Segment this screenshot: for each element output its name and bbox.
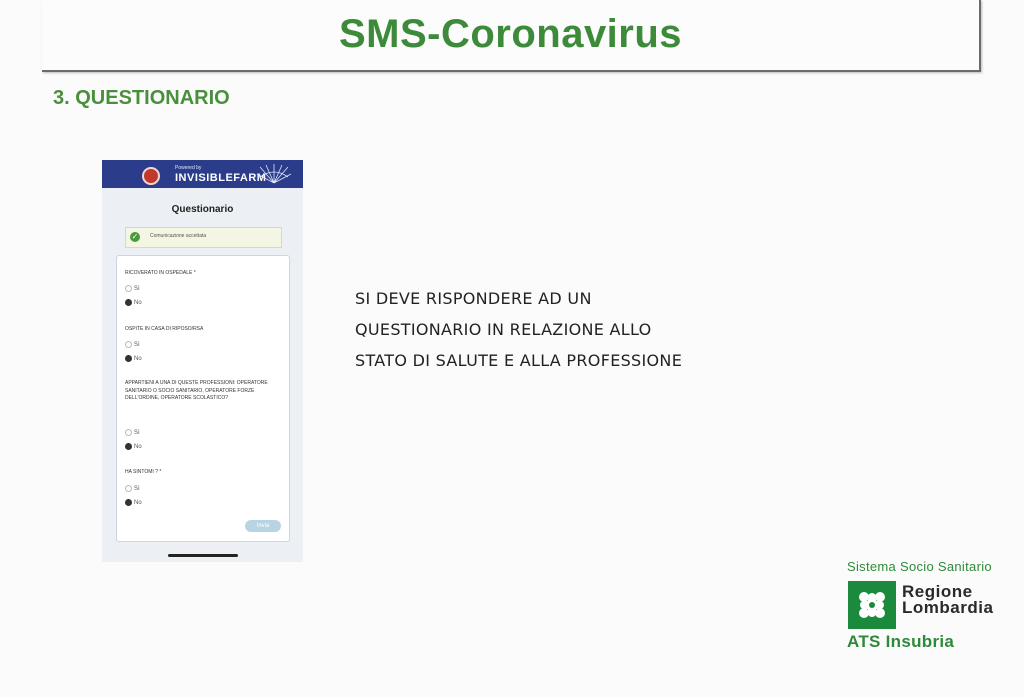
brand-artwork-icon [256, 163, 292, 185]
option-label: Sì [134, 486, 140, 493]
option-label: No [134, 356, 142, 363]
question-4-no[interactable] [125, 499, 142, 506]
slide-title: SMS-Coronavirus [338, 12, 683, 56]
radio-icon [125, 285, 132, 292]
slide-body [355, 283, 775, 376]
lombardia-rose-icon [848, 581, 896, 629]
check-icon: ✓ [131, 232, 139, 241]
radio-icon [125, 429, 132, 436]
question-2-label: OSPITE IN CASA DI RIPOSO/RSA [125, 326, 204, 332]
question-4-yes[interactable] [125, 485, 140, 492]
home-indicator [168, 554, 238, 557]
question-1-no[interactable] [125, 299, 142, 306]
submit-button[interactable]: Invia [245, 520, 281, 532]
option-label: Sì [134, 430, 140, 437]
radio-selected-icon [125, 355, 132, 362]
radio-selected-icon [125, 443, 132, 450]
radio-selected-icon [125, 299, 132, 306]
app-header [102, 160, 303, 188]
success-alert [125, 227, 282, 248]
brand-name: INVISIBLEFARM [175, 172, 267, 184]
option-label: Sì [134, 286, 140, 293]
brand-powered-by: Powered by [175, 165, 202, 171]
option-label: No [134, 444, 142, 451]
radio-icon [125, 341, 132, 348]
question-2-yes[interactable] [125, 341, 140, 348]
body-line: QUESTIONARIO IN RELAZIONE ALLO [355, 320, 652, 339]
question-3-label: APPARTIENI A UNA DI QUESTE PROFESSIONI: OPERATORE SANITARIO O SOCIO SANITARIO, OPERATORE FORZE DELL'ORDINE, OPERATORE SCOLASTICO? [125, 380, 268, 401]
system-label: Sistema Socio Sanitario [847, 559, 992, 574]
questionnaire-title: Questionario [171, 204, 234, 215]
question-3-no[interactable] [125, 443, 142, 450]
option-label: No [134, 300, 142, 307]
option-label: Sì [134, 342, 140, 349]
region-line-2: Lombardia [902, 598, 994, 617]
title-bar [42, 0, 981, 72]
questionnaire-form [116, 255, 290, 542]
radio-icon [125, 485, 132, 492]
question-3-yes[interactable] [125, 429, 140, 436]
question-2-no[interactable] [125, 355, 142, 362]
question-1-label: RICOVERATO IN OSPEDALE * [125, 270, 196, 276]
option-label: No [134, 500, 142, 507]
radio-selected-icon [125, 499, 132, 506]
brand-logo-icon [142, 167, 160, 185]
regione-lombardia-logo [846, 558, 1016, 658]
question-4-label: HA SINTOMI ? * [125, 469, 162, 475]
phone-screenshot [102, 160, 303, 562]
ats-label: ATS Insubria [847, 632, 955, 651]
body-line: STATO DI SALUTE E ALLA PROFESSIONE [355, 351, 683, 370]
region-line-1: Regione [902, 582, 973, 601]
alert-text: Comunicazione accettata [150, 233, 207, 239]
body-line: SI DEVE RISPONDERE AD UN [355, 289, 592, 308]
section-title: 3. QUESTIONARIO [53, 87, 230, 109]
region-name [902, 584, 993, 616]
question-1-yes[interactable] [125, 285, 140, 292]
